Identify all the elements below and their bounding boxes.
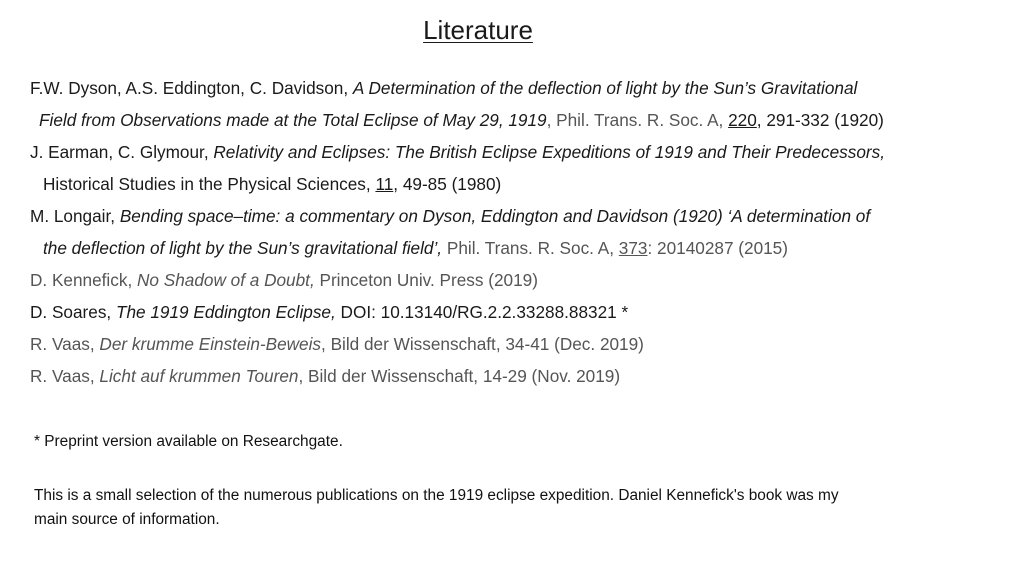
reference-3-line-2: [30, 232, 1000, 264]
reference-6-authors: R. Vaas,: [30, 334, 100, 354]
reference-1-authors: F.W. Dyson, A.S. Eddington, C. Davidson,: [30, 78, 353, 98]
reference-2-pages: , 49-85 (1980): [393, 174, 502, 194]
reference-6-journal: , Bild der Wissenschaft, 34-41 (Dec. 2019): [321, 334, 644, 354]
reference-5-title: The 1919 Eddington Eclipse,: [115, 302, 336, 322]
reference-1-line-2: [30, 104, 1000, 136]
reference-4-publisher: Princeton Univ. Press (2019): [314, 270, 538, 290]
reference-6-title: Der krumme Einstein-Beweis: [99, 334, 322, 354]
reference-7-title: Licht auf krummen Touren: [99, 366, 299, 386]
reference-4-title: No Shadow of a Doubt,: [137, 270, 315, 290]
reference-1-journal: , Phil. Trans. R. Soc. A,: [546, 110, 729, 130]
preprint-note: * Preprint version available on Researchgate.: [34, 433, 343, 450]
reference-3-title-part-2: the deflection of light by the Sun’s gravitational field’,: [43, 238, 443, 258]
slide-title: Literature: [423, 15, 533, 45]
reference-3-volume: 373: [618, 238, 648, 258]
reference-7-journal: , Bild der Wissenschaft, 14-29 (Nov. 2019): [298, 366, 621, 386]
reference-3-journal: Phil. Trans. R. Soc. A,: [442, 238, 619, 258]
reference-2-authors: J. Earman, C. Glymour,: [30, 142, 214, 162]
reference-2-title: Relativity and Eclipses: The British Eclipse Expeditions of 1919 and Their Predecessors,: [213, 142, 885, 162]
reference-1-line-1: [30, 72, 1000, 104]
selection-note: This is a small selection of the numerous publications on the 1919 eclipse expedition. Daniel Kennefick's book was my main source of information.: [34, 487, 839, 528]
reference-1-title-part-1: A Determination of the deflection of light by the Sun’s Gravitational: [352, 78, 858, 98]
reference-list: [30, 72, 1000, 392]
reference-1-volume: 220: [728, 110, 757, 130]
reference-5: [30, 296, 1000, 328]
reference-3-authors: M. Longair,: [30, 206, 120, 226]
reference-5-doi: DOI: 10.13140/RG.2.2.33288.88321 *: [335, 302, 629, 322]
reference-7-authors: R. Vaas,: [30, 366, 100, 386]
reference-2-journal: Historical Studies in the Physical Sciences,: [43, 174, 376, 194]
reference-3-line-1: [30, 200, 1000, 232]
reference-4-authors: D. Kennefick,: [30, 270, 137, 290]
reference-5-authors: D. Soares,: [30, 302, 116, 322]
reference-7: [30, 360, 1000, 392]
reference-2-volume: 11: [375, 174, 394, 194]
reference-1-pages: , 291-332 (1920): [756, 110, 884, 130]
reference-3-title-part-1: Bending space–time: a commentary on Dyson, Eddington and Davidson (1920) ‘A determination of: [119, 206, 871, 226]
reference-2-line-1: [30, 136, 1000, 168]
reference-2-line-2: [30, 168, 1000, 200]
reference-6: [30, 328, 1000, 360]
reference-1-title-part-2: Field from Observations made at the Total Eclipse of May 29, 1919: [39, 110, 547, 130]
reference-3-pages: : 20140287 (2015): [647, 238, 788, 258]
reference-4: [30, 264, 1000, 296]
